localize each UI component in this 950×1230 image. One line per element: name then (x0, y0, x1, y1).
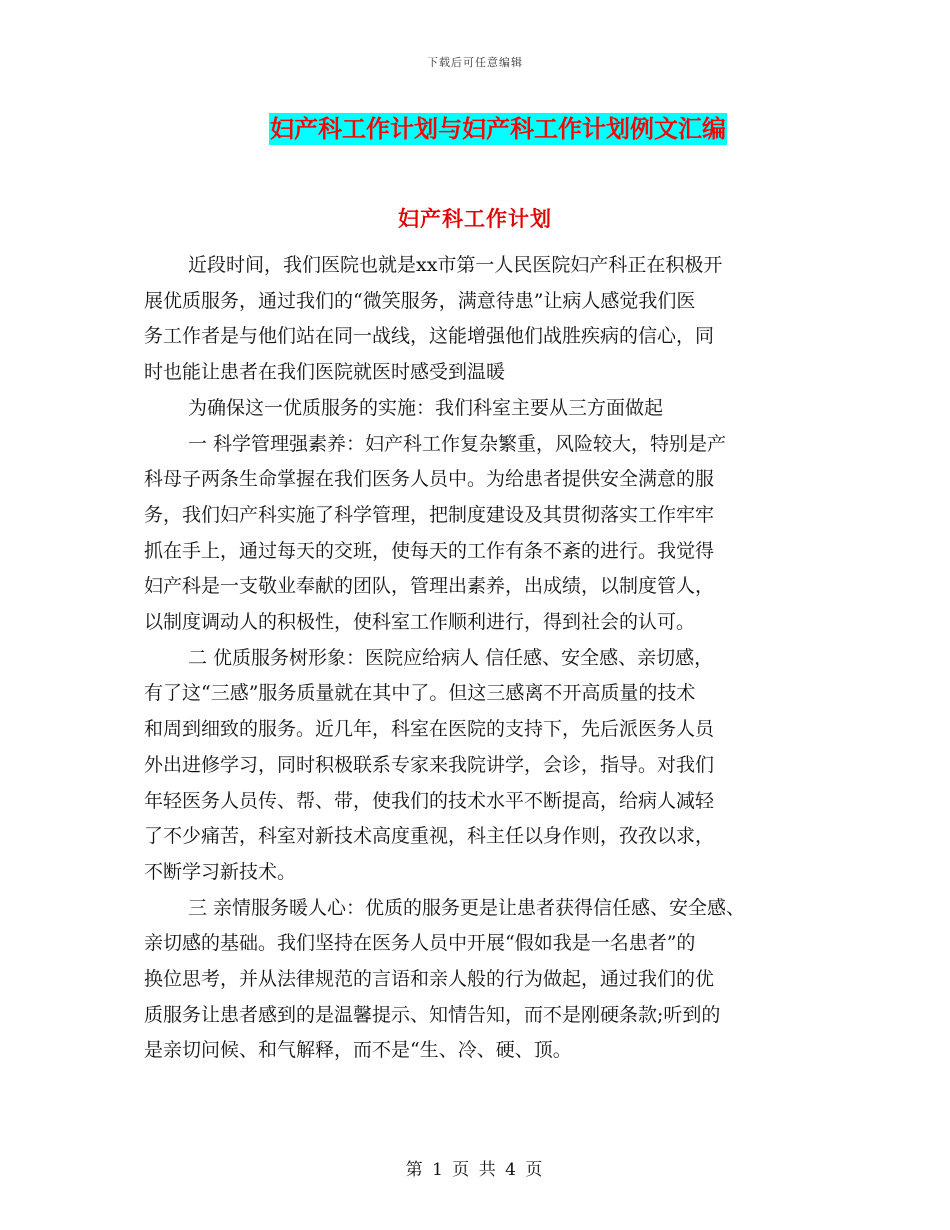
text-line: 为确保这一优质服务的实施：我们科室主要从三方面做起 (188, 396, 664, 419)
paragraph-section-three (144, 891, 834, 1070)
document-title (0, 113, 950, 145)
text-line: 时也能让患者在我们医院就医时感受到温暖 (144, 361, 506, 384)
text-line: 务，我们妇产科实施了科学管理，把制度建设及其贯彻落实工作牢牢 (144, 503, 715, 526)
text-line: 二 优质服务树形象：医院应给病人 信任感、安全感、亲切感， (188, 646, 714, 669)
text-line: 外出进修学习，同时积极联系专家来我院讲学，会诊，指导。对我们 (144, 753, 715, 776)
document-title-text: 妇产科工作计划与妇产科工作计划例文汇编 (270, 114, 726, 143)
text-line: 是亲切问候、和气解释，而不是“生、冷、硬、顶。 (144, 1039, 572, 1062)
text-line: 妇产科是一支敬业奉献的团队，管理出素养，出成绩，以制度管人， (144, 575, 715, 598)
text-line: 有了这“三感”服务质量就在其中了。但这三感离不开高质量的技术 (144, 682, 696, 705)
header-note: 下载后可任意编辑 (427, 56, 523, 69)
paragraph-section-one (144, 427, 834, 641)
text-line: 科母子两条生命掌握在我们医务人员中。为给患者提供安全满意的服 (144, 468, 715, 491)
text-line: 质服务让患者感到的是温馨提示、知情告知，而不是刚硬条款;听到的 (144, 1003, 721, 1026)
text-line: 务工作者是与他们站在同一战线，这能增强他们战胜疾病的信心，同 (144, 325, 715, 348)
text-line: 展优质服务，通过我们的“微笑服务，满意待患”让病人感觉我们医 (144, 289, 696, 312)
text-line: 抓在手上，通过每天的交班，使每天的工作有条不紊的进行。我觉得 (144, 539, 715, 562)
text-line: 一 科学管理强素养：妇产科工作复杂繁重，风险较大，特别是产 (188, 432, 727, 455)
text-line: 三 亲情服务暖人心：优质的服务更是让患者获得信任感、安全感、 (188, 896, 746, 919)
text-line: 和周到细致的服务。近几年，科室在医院的支持下，先后派医务人员 (144, 718, 715, 741)
text-line: 了不少痛苦，科室对新技术高度重视，科主任以身作则，孜孜以求， (144, 825, 715, 848)
page-number: 第 1 页 共 4 页 (405, 1160, 545, 1180)
paragraph-section-two (144, 641, 834, 891)
document-body (144, 248, 834, 1069)
text-line: 以制度调动人的积极性，使科室工作顺利进行，得到社会的认可。 (144, 611, 696, 634)
section-title: 妇产科工作计划 (398, 206, 552, 231)
text-line: 年轻医务人员传、帮、带，使我们的技术水平不断提高，给病人减轻 (144, 789, 715, 812)
text-line: 亲切感的基础。我们坚持在医务人员中开展“假如我是一名患者”的 (144, 932, 696, 955)
text-line: 近段时间，我们医院也就是xx市第一人民医院妇产科正在积极开 (188, 254, 723, 276)
text-line: 不断学习新技术。 (144, 860, 297, 883)
paragraph-ensure (144, 391, 834, 427)
paragraph-intro (144, 248, 834, 391)
text-line: 换位思考，并从法律规范的言语和亲人般的行为做起，通过我们的优 (144, 968, 715, 991)
